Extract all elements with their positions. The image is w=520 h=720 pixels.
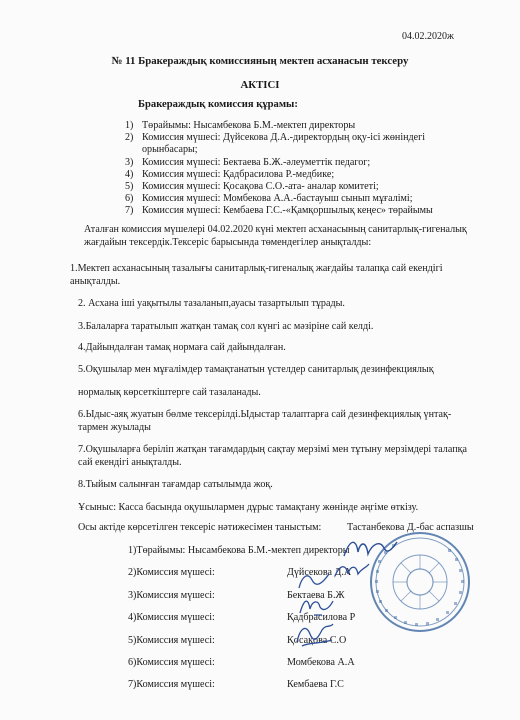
commission-members-list bbox=[125, 120, 505, 218]
document-date: 04.02.2020ж bbox=[402, 31, 454, 42]
finding-item: 6.Ыдыс-аяқ жуатын бөлме тексерілді.Ыдыстар талаптарға сай дезинфекциялық үнтақ-тармен жуылады bbox=[78, 409, 452, 433]
finding-item: 7.Оқушыларға беріліп жатқан тағамдардың сақтау мерзімі мен тұтыну мерзімдері талапқа сай екендігі анықталды. bbox=[78, 444, 467, 468]
finding-item: 5.Оқушылар мен мұғалімдер тамақтанатын үстелдер санитарлық дезинфекциялық bbox=[78, 364, 434, 375]
intro-paragraph: Аталған комиссия мүшелері 04.02.2020 күні мектеп асханасының санитарлық-гигеналық жағдайын тексердік.Тексеріс барысында төмендегілер анықталды: bbox=[84, 224, 467, 248]
member-item: 3) Комиссия мүшесі: Бектаева Б.Ж.-әлеуметтік педагог; bbox=[125, 156, 371, 168]
member-item: 7) Комиссия мүшесі: Кембаева Г.С.-«Қамқоршылық кеңес» төрайымы bbox=[125, 205, 433, 217]
act-heading: АКТІСІ bbox=[240, 79, 280, 91]
member-item: 1) Төрайымы: Нысамбекова Б.М.-мектеп директоры bbox=[125, 120, 356, 131]
member-item: 5) Комиссия мүшесі: Қосақова С.О.-ата- аналар комитеті; bbox=[125, 181, 379, 193]
acquainted-statement: Осы актіде көрсетілген тексеріс нәтижесімен таныстым: bbox=[78, 522, 322, 533]
signature-member-4 bbox=[296, 593, 336, 619]
finding-item: 2. Асхана іші уақытылы тазаланып,ауасы тазартылып тұрады. bbox=[78, 298, 345, 309]
signature-row: 6)Комиссия мүшесі: Момбекова А.А bbox=[128, 656, 355, 668]
signature-member-3 bbox=[296, 570, 332, 592]
signature-row: 4)Комиссия мүшесі: Қадбрасилова Р bbox=[128, 612, 356, 624]
signature-row: 7)Комиссия мүшесі: Кембаева Г.С bbox=[128, 679, 344, 691]
finding-item: нормалық көрсеткіштерге сай тазаланады. bbox=[78, 387, 261, 398]
finding-item: 3.Балаларға таратылып жатқан тамақ сол күнгі ас мәзіріне сай келді. bbox=[78, 321, 374, 332]
signature-row: 5)Комиссия мүшесі: Қосақова С.О bbox=[128, 634, 347, 646]
signature-row: 1)Төрайымы: Нысамбекова Б.М.-мектеп директоры bbox=[128, 545, 350, 556]
signature-member-6 bbox=[292, 620, 336, 650]
signature-row: 3)Комиссия мүшесі: Бектаева Б.Ж bbox=[128, 589, 345, 601]
recommendation: Ұсыныс: Касса басында оқушылармен дұрыс тамақтану жөнінде әңгіме өткізу. bbox=[78, 502, 419, 513]
member-item: 4) Комиссия мүшесі: Қадбрасилова Р.-медбике; bbox=[125, 168, 335, 180]
member-item: 6) Комиссия мүшесі: Момбекова А.А.-бастауыш сынып мұғалімі; bbox=[125, 193, 413, 205]
finding-item: 4.Дайындалған тамақ нормаға сай дайындалған. bbox=[78, 342, 286, 353]
commission-heading: Бракераждық комиссия құрамы: bbox=[138, 99, 298, 110]
signature-member-2 bbox=[332, 560, 372, 582]
member-item: 2) Комиссия мүшесі: Дүйсекова Д.А.-директордың оқу-ісі жөніндегі орынбасары; bbox=[125, 132, 426, 156]
finding-item: 1.Мектеп асханасының тазалығы санитарлық-гигеналық жағдайы талапқа сай екендігі анықталды. bbox=[70, 263, 443, 287]
signature-row: 2)Комиссия мүшесі: Дүйсекова Д.А bbox=[128, 567, 352, 579]
document-title: № 11 Бракераждық комиссияның мектеп асханасын тексеру bbox=[111, 55, 409, 67]
acquainted-signer: Тастанбекова Д.-бас аспазшы bbox=[347, 522, 474, 533]
finding-item: 8.Тыйым салынған тағамдар сатылымда жоқ. bbox=[78, 479, 273, 490]
